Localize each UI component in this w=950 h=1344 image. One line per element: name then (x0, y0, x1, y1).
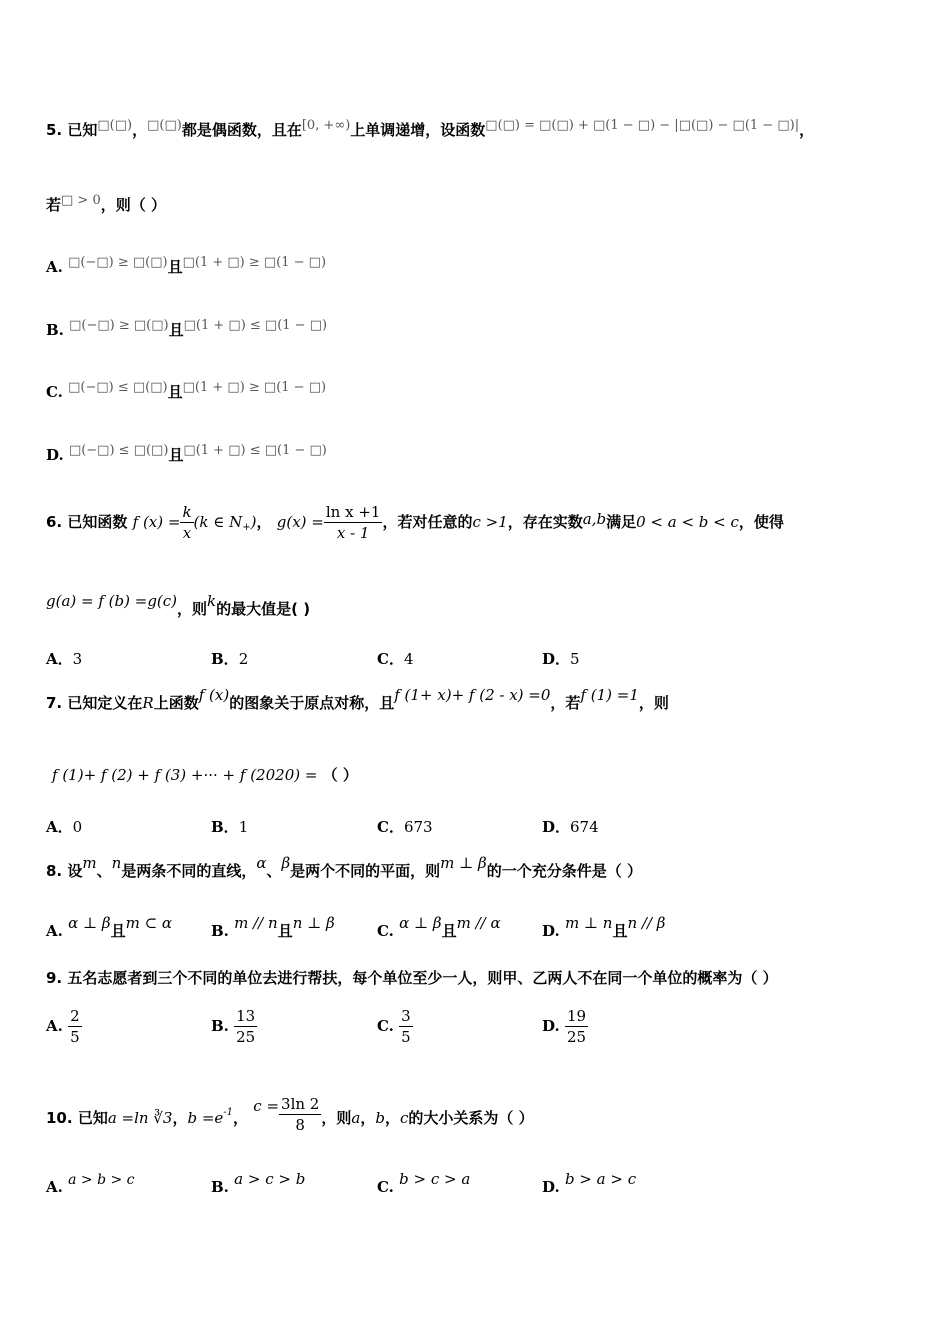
q9-number: 9. (46, 969, 63, 987)
q6-number: 6. (46, 513, 63, 531)
q7-number: 7. (46, 694, 63, 712)
q6-f-fraction: $\frac{k}{x}$ (182, 503, 192, 542)
q6-option-a[interactable]: A．3 (46, 650, 83, 668)
q7-symmetry-equation: f (1+ x)+ f (2 - x) =0 (394, 686, 551, 704)
q5-function-definition: □(□) = □(□) + □(1 − □) − |□(□) − □(1 − □)| (485, 118, 800, 133)
q8-number: 8. (46, 862, 63, 880)
q10-a-definition: a =ln ∛3 (107, 1109, 173, 1127)
q9-option-a[interactable]: A. $\frac{2}{5}$ (46, 1007, 80, 1046)
q5-option-d[interactable]: D. □(−□) ≤ □(□)且□(1 + □) ≤ □(1 − □) (46, 443, 327, 464)
q5-option-b[interactable]: B. □(−□) ≥ □(□)且□(1 + □) ≤ □(1 − □) (46, 318, 328, 339)
q6-stem-line1: 6. 已知函数 f (x) = $\frac{k}{x}$ (k ∈ $N_+$)， g(x) = $\frac{\text{ln x +1}}{x - 1}$ ，若对任意的c >1，存在实数a,b满足0 < a < b < c，使得 (46, 503, 784, 542)
q8-option-b[interactable]: B. m // n且n ⊥ β (211, 914, 335, 940)
q5-f-of-x: □(□) (97, 118, 133, 133)
q10-option-c[interactable]: C. b > c > a (377, 1170, 471, 1196)
q6-g-fraction: $\frac{\text{ln x +1}}{x - 1}$ (325, 503, 381, 542)
q7-option-b[interactable]: B．1 (211, 818, 249, 836)
q7-option-c[interactable]: C．673 (377, 818, 433, 836)
q5-stem-line2: 若□ > 0，则（ ） (46, 193, 166, 214)
q10-option-a[interactable]: A. a > b > c (46, 1172, 135, 1196)
q5-text: 已知 (67, 121, 98, 139)
q5-stem-line1: 5. 已知□(□)，□(□)都是偶函数，且在[0, +∞)上单调递增，设函数□(□) = □(□) + □(1 − □) − |□(□) − □(1 − □)|， (46, 118, 815, 139)
q9-a-fraction: $\frac{2}{5}$ (70, 1007, 80, 1046)
q10-c-fraction: $\frac{3\ln 2}{8}$ (281, 1095, 320, 1134)
q9-d-fraction: $\frac{19}{25}$ (566, 1007, 587, 1046)
q7-option-d[interactable]: D．674 (542, 818, 599, 836)
q5-condition: □ > 0 (61, 193, 101, 208)
q5-option-c[interactable]: C. □(−□) ≤ □(□)且□(1 + □) ≥ □(1 − □) (46, 380, 327, 401)
q7-option-a[interactable]: A．0 (46, 818, 83, 836)
q7-sum-expression: f (1)+ f (2) + f (3) +··· + f (2020) = (52, 766, 318, 784)
q9-option-d[interactable]: D. $\frac{19}{25}$ (542, 1007, 587, 1046)
q8-option-d[interactable]: D. m ⊥ n且n // β (542, 914, 666, 940)
q10-option-b[interactable]: B. a > c > b (211, 1170, 306, 1196)
q5-interval: [0, +∞) (301, 118, 351, 133)
q9-b-fraction: $\frac{13}{25}$ (236, 1007, 256, 1046)
q10-number: 10. (46, 1109, 73, 1127)
q9-option-b[interactable]: B. $\frac{13}{25}$ (211, 1007, 256, 1046)
q6-option-b[interactable]: B．2 (211, 650, 249, 668)
q5-number: 5. (46, 121, 63, 139)
q9-c-fraction: $\frac{3}{5}$ (401, 1007, 411, 1046)
q10-b-definition: b =e (187, 1109, 224, 1127)
q8-option-a[interactable]: A. α ⊥ β且m ⊂ α (46, 914, 173, 940)
q7-stem-line2: f (1)+ f (2) + f (3) +··· + f (2020) = （ ） (52, 766, 358, 784)
q9-option-c[interactable]: C. $\frac{3}{5}$ (377, 1007, 411, 1046)
q6-option-d[interactable]: D．5 (542, 650, 580, 668)
q8-stem: 8. 设m、n是两条不同的直线，α、β是两个不同的平面，则m ⊥ β的一个充分条件是（ ） (46, 854, 642, 880)
q8-option-c[interactable]: C. α ⊥ β且m // α (377, 914, 501, 940)
q10-option-d[interactable]: D. b > a > c (542, 1170, 637, 1196)
q6-option-c[interactable]: C．4 (377, 650, 414, 668)
q5-option-a[interactable]: A. □(−□) ≥ □(□)且□(1 + □) ≥ □(1 − □) (46, 255, 327, 276)
q6-stem-line2: g(a) = f (b) =g(c)，则k的最大值是( ) (46, 592, 311, 618)
q9-stem: 9. 五名志愿者到三个不同的单位去进行帮扶，每个单位至少一人，则甲、乙两人不在同一个单位的概率为（ ） (46, 969, 778, 987)
q10-stem: 10. 已知a =ln ∛3，$b =e^{-1}$， c = $\frac{3\ln 2}{8}$ ，则a，b，c的大小关系为（ ） (46, 1095, 534, 1134)
q6-equation: g(a) = f (b) =g(c) (46, 592, 178, 610)
q7-stem-line1: 7. 已知定义在R上函数f (x)的图象关于原点对称，且f (1+ x)+ f (2 - x) =0，若f (1) =1，则 (46, 686, 669, 712)
q5-g-of-x: □(□) (147, 118, 182, 133)
